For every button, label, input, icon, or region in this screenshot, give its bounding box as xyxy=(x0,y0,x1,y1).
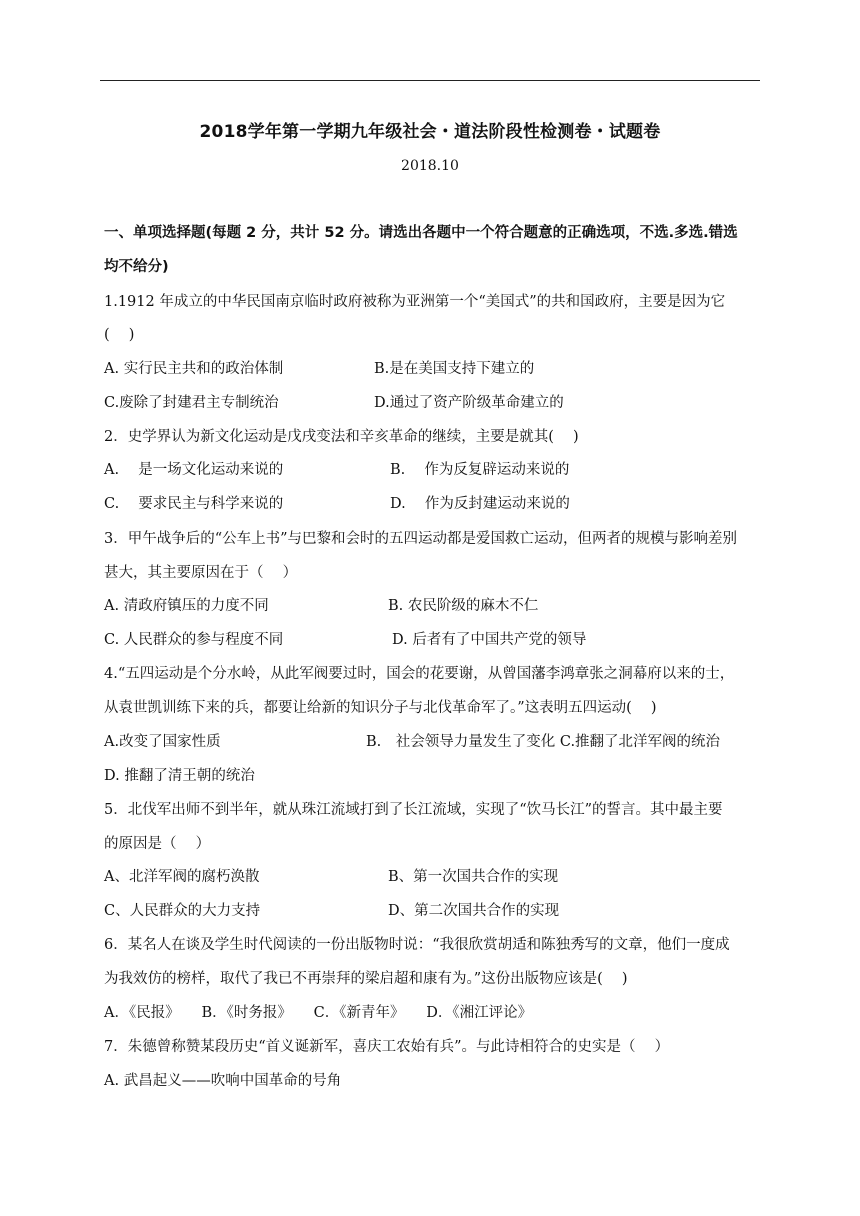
q3-option-b: B. 农民阶级的麻木不仁 xyxy=(388,598,539,614)
q5-stem-line1: 5．北伐军出师不到半年，就从珠江流域打到了长江流域，实现了“饮马长江”的誓言。其中最主要 xyxy=(104,802,723,818)
section-heading-line1: 一、单项选择题(每题 2 分，共计 52 分。请选出各题中一个符合题意的正确选项，不选.多选.错选 xyxy=(104,225,738,241)
q1-option-d: D.通过了资产阶级革命建立的 xyxy=(374,395,564,411)
q4-stem-line1: 4.“五四运动是个分水岭，从此军阀要过时，国会的花要谢，从曾国藩李鸿章张之洞幕府以来的士， xyxy=(104,666,735,682)
q4-option-d: D. 推翻了清王朝的统治 xyxy=(104,768,255,784)
q5-option-a: A、北洋军阀的腐朽涣散 xyxy=(104,869,260,885)
q4-option-b-c: B. 社会领导力量发生了变化 C.推翻了北洋军阀的统治 xyxy=(366,734,721,750)
q5-stem-line2: 的原因是（ ） xyxy=(104,836,211,852)
q2-option-a: A. 是一场文化运动来说的 xyxy=(104,462,284,478)
q2-option-d: D. 作为反封建运动来说的 xyxy=(390,496,570,512)
exam-date: 2018.10 xyxy=(401,158,459,174)
q1-stem-line2: ( ) xyxy=(104,327,135,343)
q3-stem-line1: 3．甲午战争后的“公车上书”与巴黎和会时的五四运动都是爱国救亡运动，但两者的规模与影响差别 xyxy=(104,531,738,547)
q7-option-a: A. 武昌起义——吹响中国革命的号角 xyxy=(104,1073,342,1089)
q1-stem-line1: 1.1912 年成立的中华民国南京临时政府被称为亚洲第一个“美国式”的共和国政府，主要是因为它 xyxy=(104,294,726,310)
q2-option-c: C. 要求民主与科学来说的 xyxy=(104,496,284,512)
q5-option-b: B、第一次国共合作的实现 xyxy=(388,869,559,885)
q3-option-a: A. 清政府镇压的力度不同 xyxy=(104,598,269,614)
q1-option-a: A. 实行民主共和的政治体制 xyxy=(104,361,284,377)
q2-stem-line1: 2．史学界认为新文化运动是戊戌变法和辛亥革命的继续，主要是就其( ) xyxy=(104,429,579,445)
q2-option-b: B. 作为反复辟运动来说的 xyxy=(390,462,570,478)
q7-stem-line1: 7．朱德曾称赞某段历史“首义诞新军，喜庆工农始有兵”。与此诗相符合的史实是（ ） xyxy=(104,1039,670,1055)
q6-stem-line2: 为我效仿的榜样，取代了我已不再崇拜的梁启超和康有为。”这份出版物应该是( ) xyxy=(104,971,628,987)
q5-option-d: D、第二次国共合作的实现 xyxy=(388,903,560,919)
q1-option-b: B.是在美国支持下建立的 xyxy=(374,361,535,377)
q3-option-d: D. 后者有了中国共产党的领导 xyxy=(392,632,587,648)
q4-option-a: A.改变了国家性质 xyxy=(104,734,221,750)
q5-option-c: C、人民群众的大力支持 xyxy=(104,903,261,919)
q4-stem-line2: 从袁世凯训练下来的兵，都要让给新的知识分子与北伐革命军了。”这表明五四运动( ) xyxy=(104,700,657,716)
q6-options: A．《民报》 B．《时务报》 C．《新青年》 D．《湘江评论》 xyxy=(104,1005,533,1021)
q6-stem-line1: 6．某名人在谈及学生时代阅读的一份出版物时说：“我很欣赏胡适和陈独秀写的文章，他们一度成 xyxy=(104,937,730,953)
q1-option-c: C.废除了封建君主专制统治 xyxy=(104,395,279,411)
header-rule xyxy=(100,80,760,81)
section-heading-line2: 均不给分) xyxy=(104,259,169,275)
q3-stem-line2: 甚大，其主要原因在于（ ） xyxy=(104,565,298,581)
exam-title: 2018学年第一学期九年级社会・道法阶段性检测卷・试题卷 xyxy=(199,122,661,142)
q3-option-c: C. 人民群众的参与程度不同 xyxy=(104,632,284,648)
